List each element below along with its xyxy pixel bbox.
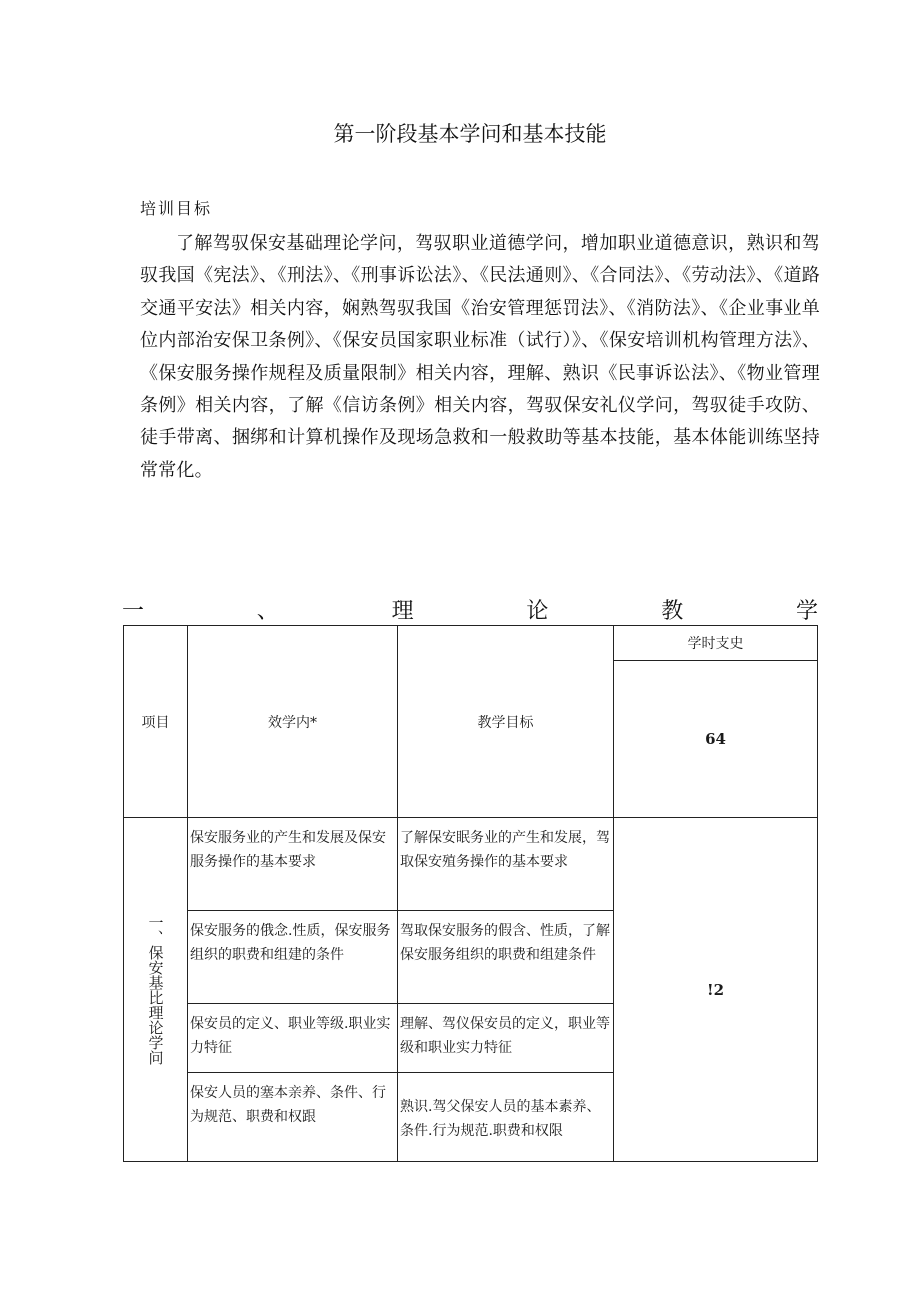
heading-char: 、 [256,598,279,624]
heading-char: 学 [795,598,818,624]
total-hours: 64 [614,661,818,818]
row-content: 保安人员的塞本亲养、条件、行为规范、职费和权跟 [188,1073,398,1162]
heading-char: 理 [391,598,414,624]
row-content: 保安服务业的产生和发展及保安服务操作的基本要求 [188,818,398,911]
curriculum-table [123,625,818,1162]
table-row [124,818,818,911]
header-item: 项目 [124,626,188,818]
header-content: 效学内* [188,626,398,818]
heading-char: 一 [122,598,145,624]
row-goal: 理解、驾仪保安员的定义，职业等级和职业实力特征 [398,1004,614,1073]
training-goal-paragraph: 了解驾驭保安基础理论学问，驾驭职业道德学问，增加职业道德意识，熟识和驾驭我国《宪法》、《刑法》、《刑事诉讼法》、《民法通则》、《合同法》、《劳动法》、《道路交通平安法》相关内容，娴熟驾驭我国《治安管理惩罚法》、《消防法》、《企业事业单位内部治安保卫条例》、《保安员国家职业标准（试行）》、《保安培训机构管理方法》、《保安服务操作规程及质量限制》相关内容，理解、熟识《民事诉讼法》、《物业管理条例》相关内容，了解《信访条例》相关内容，驾驭保安礼仪学问，驾驭徒手攻防、徒手带离、捆绑和计算机操作及现场急救和一般救助等基本技能，基本体能训练坚持常常化。 [140,233,820,481]
section-label: 培训目标 [140,199,213,218]
heading-char: 教 [661,598,684,624]
module-hours: !2 [614,818,818,1162]
header-goal: 教学目标 [398,626,614,818]
module-label: 一、保安基比理论学问 [146,914,165,1065]
header-hours: 学时支史 [614,626,818,661]
page-title: 第一阶段基本学问和基本技能 [333,122,607,146]
module-label-cell [124,818,188,1162]
teaching-heading [122,594,818,624]
row-content: 保安服务的俄念.性质，保安服务组织的职费和组建的条件 [188,911,398,1004]
heading-char: 论 [526,598,549,624]
row-goal: 驾取保安服务的假含、性质，了解保安服务组织的职费和组建条件 [398,911,614,1004]
row-goal: 了解保安眠务业的产生和发展，驾取保安殖务操作的基本要求 [398,818,614,911]
row-content: 保安员的定义、职业等级.职业实力特征 [188,1004,398,1073]
row-goal: 熟识.驾父保安人员的基本素养、条件.行为规范.职费和权限 [398,1073,614,1162]
table-header-row [124,626,818,661]
